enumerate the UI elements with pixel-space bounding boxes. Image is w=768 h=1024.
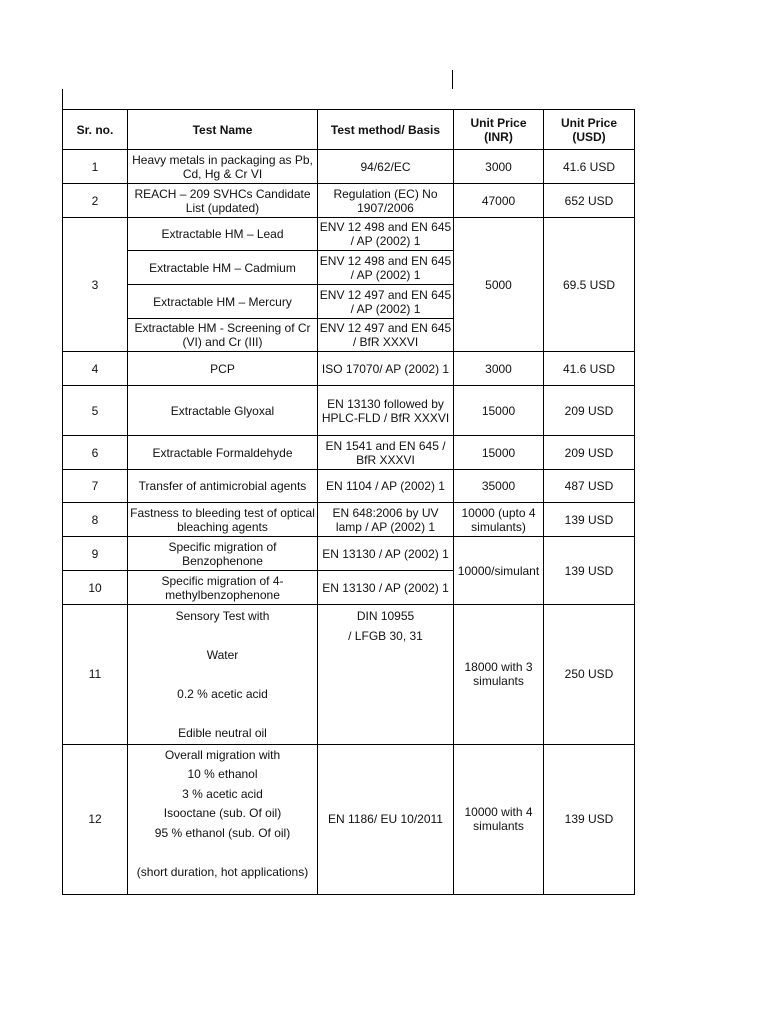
table-row bbox=[63, 744, 635, 894]
test-method-cell: EN 1186/ EU 10/2011 bbox=[318, 744, 454, 894]
test-method-cell bbox=[318, 605, 454, 745]
name-line: Isooctane (sub. Of oil) bbox=[163, 806, 282, 820]
price-inr-cell: 10000 with 4 simulants bbox=[454, 744, 544, 894]
table-row bbox=[63, 352, 635, 386]
price-usd-cell: 139 USD bbox=[544, 537, 635, 605]
test-name-cell bbox=[128, 605, 318, 745]
test-method-cell: ENV 12 497 and EN 645 / AP (2002) 1 bbox=[318, 285, 454, 319]
name-line: Sensory Test with bbox=[175, 609, 270, 623]
table-row bbox=[63, 605, 635, 745]
test-method-cell: 94/62/EC bbox=[318, 150, 454, 184]
test-name-cell: Extractable Glyoxal bbox=[128, 386, 318, 436]
name-line: Edible neutral oil bbox=[178, 726, 267, 740]
test-name-cell: Extractable HM – Cadmium bbox=[128, 251, 318, 285]
price-usd-cell: 652 USD bbox=[544, 184, 635, 218]
method-line: / LFGB 30, 31 bbox=[348, 628, 423, 643]
table-row bbox=[63, 218, 635, 251]
test-name-cell: REACH – 209 SVHCs Candidate List (updated) bbox=[128, 184, 318, 218]
name-line bbox=[129, 843, 316, 863]
price-usd-cell: 139 USD bbox=[544, 744, 635, 894]
name-line: 10 % ethanol bbox=[187, 767, 258, 781]
test-method-cell: ENV 12 497 and EN 645 / BfR XXXVI bbox=[318, 319, 454, 352]
price-inr-cell: 35000 bbox=[454, 470, 544, 503]
method-line: DIN 10955 bbox=[356, 609, 415, 623]
test-method-cell: EN 13130 / AP (2002) 1 bbox=[318, 537, 454, 571]
price-usd-cell: 250 USD bbox=[544, 605, 635, 745]
price-inr-cell: 47000 bbox=[454, 184, 544, 218]
sr-cell: 7 bbox=[63, 470, 128, 503]
price-inr-cell: 15000 bbox=[454, 386, 544, 436]
test-name-cell bbox=[128, 744, 318, 894]
test-name-cell: Specific migration of 4-methylbenzophenone bbox=[128, 571, 318, 605]
name-line: 0.2 % acetic acid bbox=[177, 687, 268, 701]
table-row bbox=[63, 386, 635, 436]
test-name-cell: Fastness to bleeding test of optical bleaching agents bbox=[128, 503, 318, 537]
sr-cell: 11 bbox=[63, 605, 128, 745]
table-row bbox=[63, 184, 635, 218]
header-test-method: Test method/ Basis bbox=[318, 110, 454, 150]
left-vertical-mark bbox=[62, 89, 63, 110]
table-row bbox=[63, 503, 635, 537]
price-inr-cell: 5000 bbox=[454, 218, 544, 352]
table-row bbox=[63, 150, 635, 184]
name-line: Water bbox=[206, 648, 239, 662]
test-method-cell: EN 648:2006 by UV lamp / AP (2002) 1 bbox=[318, 503, 454, 537]
sr-cell: 9 bbox=[63, 537, 128, 571]
test-name-cell: Extractable Formaldehyde bbox=[128, 436, 318, 470]
test-method-cell: Regulation (EC) No 1907/2006 bbox=[318, 184, 454, 218]
table-row bbox=[63, 436, 635, 470]
sr-cell: 3 bbox=[63, 218, 128, 352]
test-name-cell: Heavy metals in packaging as Pb, Cd, Hg & Cr VI bbox=[128, 150, 318, 184]
price-usd-cell: 487 USD bbox=[544, 470, 635, 503]
price-inr-cell: 10000/simulant bbox=[454, 537, 544, 605]
test-name-cell: Transfer of antimicrobial agents bbox=[128, 470, 318, 503]
price-usd-cell: 41.6 USD bbox=[544, 352, 635, 386]
test-method-cell: EN 1541 and EN 645 / BfR XXXVI bbox=[318, 436, 454, 470]
price-usd-cell: 41.6 USD bbox=[544, 150, 635, 184]
header-row bbox=[63, 110, 635, 150]
test-method-cell: ENV 12 498 and EN 645 / AP (2002) 1 bbox=[318, 218, 454, 251]
name-line bbox=[129, 666, 316, 686]
name-line: Overall migration with bbox=[164, 747, 281, 762]
test-name-cell: Specific migration of Benzophenone bbox=[128, 537, 318, 571]
sr-cell: 12 bbox=[63, 744, 128, 894]
table-row bbox=[63, 470, 635, 503]
name-line bbox=[129, 705, 316, 725]
price-inr-cell: 15000 bbox=[454, 436, 544, 470]
name-line: (short duration, hot applications) bbox=[136, 864, 309, 879]
price-inr-cell: 10000 (upto 4 simulants) bbox=[454, 503, 544, 537]
sr-cell: 6 bbox=[63, 436, 128, 470]
test-name-cell: Extractable HM – Mercury bbox=[128, 285, 318, 319]
top-vertical-mark bbox=[452, 70, 453, 89]
sr-cell: 4 bbox=[63, 352, 128, 386]
test-name-cell: PCP bbox=[128, 352, 318, 386]
price-usd-cell: 139 USD bbox=[544, 503, 635, 537]
sr-cell: 5 bbox=[63, 386, 128, 436]
name-line: 3 % acetic acid bbox=[182, 786, 263, 801]
name-line bbox=[129, 627, 316, 647]
price-table bbox=[62, 109, 635, 895]
header-test-name: Test Name bbox=[128, 110, 318, 150]
table-row bbox=[63, 537, 635, 571]
test-method-cell: EN 13130 / AP (2002) 1 bbox=[318, 571, 454, 605]
test-method-cell: EN 1104 / AP (2002) 1 bbox=[318, 470, 454, 503]
test-name-cell: Extractable HM - Screening of Cr (VI) and Cr (III) bbox=[128, 319, 318, 352]
sr-cell: 1 bbox=[63, 150, 128, 184]
price-usd-cell: 209 USD bbox=[544, 436, 635, 470]
test-method-cell: ENV 12 498 and EN 645 / AP (2002) 1 bbox=[318, 251, 454, 285]
header-sr: Sr. no. bbox=[63, 110, 128, 150]
price-inr-cell: 18000 with 3 simulants bbox=[454, 605, 544, 745]
header-price-inr: Unit Price (INR) bbox=[454, 110, 544, 150]
price-usd-cell: 209 USD bbox=[544, 386, 635, 436]
name-line: 95 % ethanol (sub. Of oil) bbox=[154, 825, 291, 840]
sr-cell: 10 bbox=[63, 571, 128, 605]
price-inr-cell: 3000 bbox=[454, 150, 544, 184]
header-price-usd: Unit Price (USD) bbox=[544, 110, 635, 150]
price-inr-cell: 3000 bbox=[454, 352, 544, 386]
test-method-cell: ISO 17070/ AP (2002) 1 bbox=[318, 352, 454, 386]
sr-cell: 2 bbox=[63, 184, 128, 218]
test-name-cell: Extractable HM – Lead bbox=[128, 218, 318, 251]
price-usd-cell: 69.5 USD bbox=[544, 218, 635, 352]
test-method-cell: EN 13130 followed by HPLC-FLD / BfR XXXVI bbox=[318, 386, 454, 436]
sr-cell: 8 bbox=[63, 503, 128, 537]
